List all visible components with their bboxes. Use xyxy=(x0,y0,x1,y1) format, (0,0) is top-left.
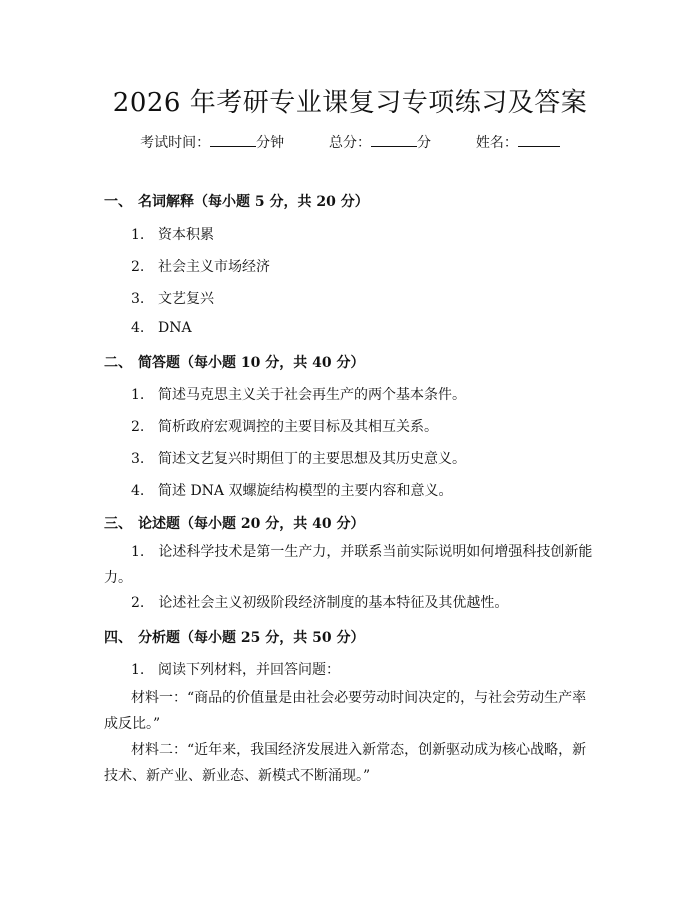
page-title: 2026 年考研专业课复习专项练习及答案 xyxy=(112,88,588,118)
time-blank xyxy=(210,134,256,147)
score-blank xyxy=(371,134,417,147)
list-item: 1. 阅读下列材料，并回答问题： xyxy=(131,662,340,678)
section-heading-2: 二、 简答题（每小题 10 分，共 40 分） xyxy=(104,355,365,371)
name-blank xyxy=(518,134,560,147)
score-unit: 分 xyxy=(417,135,431,151)
name-label: 姓名： xyxy=(475,135,518,151)
list-item: 1. 简述马克思主义关于社会再生产的两个基本条件。 xyxy=(131,387,466,403)
list-item: 3. 简述文艺复兴时期但丁的主要思想及其历史意义。 xyxy=(131,451,466,467)
essay-question: 2. 论述社会主义初级阶段经济制度的基本特征及其优越性。 xyxy=(131,595,509,611)
list-item: 1. 资本积累 xyxy=(131,227,214,243)
list-item: 3. 文艺复兴 xyxy=(131,291,214,307)
list-item: 4. 简述 DNA 双螺旋结构模型的主要内容和意义。 xyxy=(131,483,453,499)
material-paragraph: 材料一：“商品的价值量是由社会必要劳动时间决定的，与社会劳动生产率成反比。” xyxy=(104,690,587,732)
material-paragraph: 材料二：“近年来，我国经济发展进入新常态，创新驱动成为核心战略，新技术、新产业、新业态、新模式不断涌现。” xyxy=(104,742,587,784)
list-item: 2. 简析政府宏观调控的主要目标及其相互关系。 xyxy=(131,419,438,435)
time-label: 考试时间： xyxy=(140,135,211,151)
section-heading-1: 一、 名词解释（每小题 5 分，共 20 分） xyxy=(104,194,369,210)
list-item: 2. 社会主义市场经济 xyxy=(131,259,270,275)
section-heading-4: 四、 分析题（每小题 25 分，共 50 分） xyxy=(104,630,365,646)
score-label: 总分： xyxy=(329,135,371,151)
list-item: 4. DNA xyxy=(131,320,192,336)
section-heading-3: 三、 论述题（每小题 20 分，共 40 分） xyxy=(104,516,365,532)
exam-info xyxy=(0,132,700,152)
time-unit: 分钟 xyxy=(256,135,285,151)
essay-question: 1. 论述科学技术是第一生产力，并联系当前实际说明如何增强科技创新能力。 xyxy=(104,544,593,586)
